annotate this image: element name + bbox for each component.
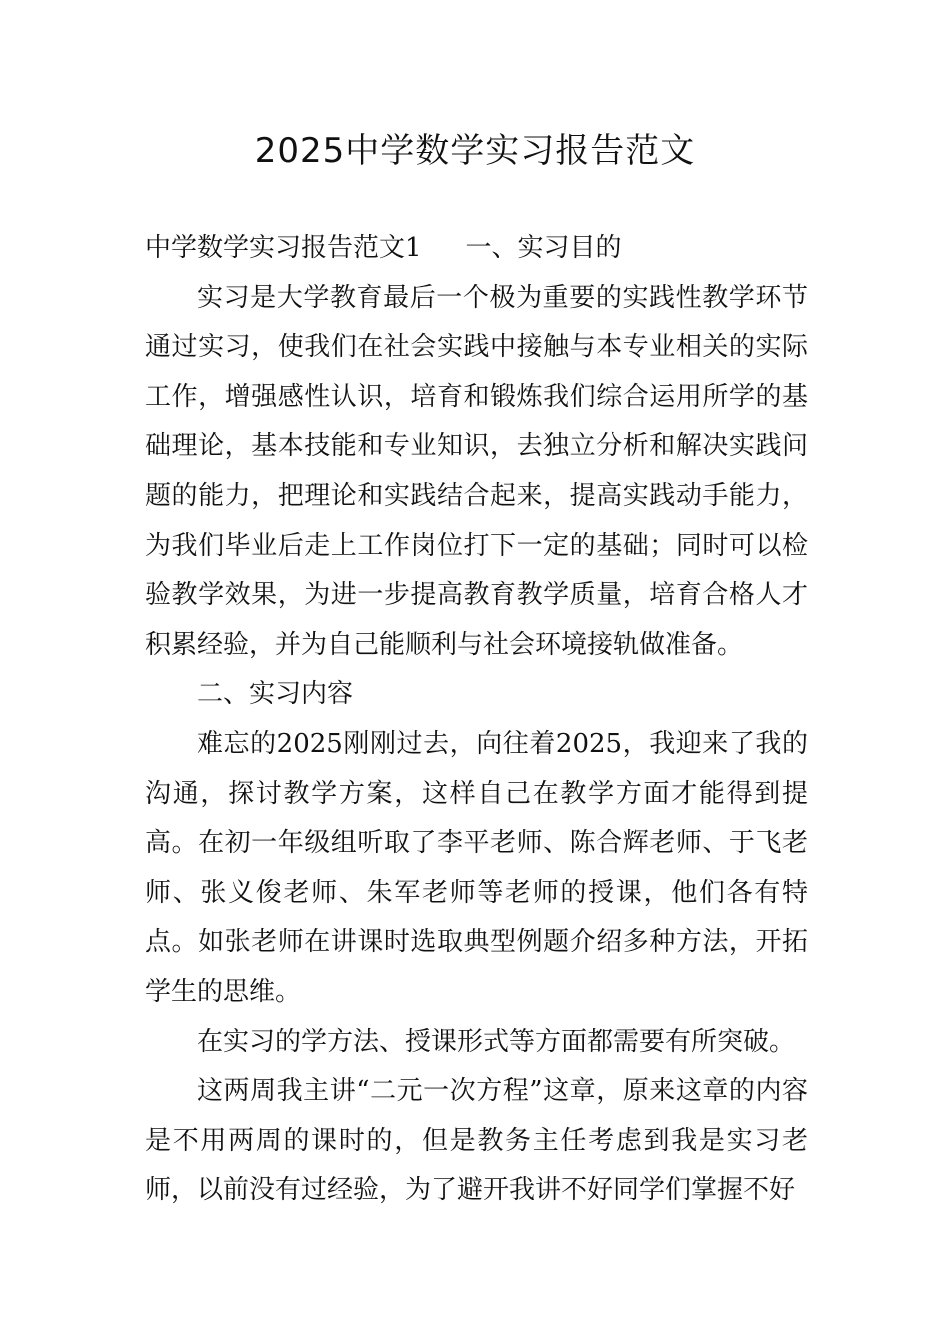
section-heading-purpose: 一、实习目的 [465, 233, 622, 263]
report-label: 中学数学实习报告范文1 [145, 233, 422, 263]
paragraph-teaching: 这两周我主讲“二元一次方程”这章，原来这章的内容是不用两周的课时的，但是教务主任考虑到我是实习老师，以前没有过经验，为了避开我讲不好同学们掌握不好 [145, 1076, 808, 1206]
document-title: 2025中学数学实习报告范文 [254, 131, 696, 171]
section-heading-content: 二、实习内容 [197, 679, 354, 710]
paragraph-content: 难忘的2025刚刚过去，向往着2025，我迎来了我的沟通，探讨教学方案，这样自己在教学方面才能得到提高。在初一年级组听取了李平老师、陈合辉老师、于飞老师、张义俊老师、朱军老师等老师的授课，他们各有特点。如张老师在讲课时选取典型例题介绍多种方法，开拓学生的思维。 [145, 728, 808, 1007]
paragraph-purpose: 实习是大学教育最后一个极为重要的实践性教学环节通过实习，使我们在社会实践中接触与本专业相关的实际工作，增强感性认识，培育和锻炼我们综合运用所学的基础理论，基本技能和专业知识，去独立分析和解决实践问题的能力，把理论和实践结合起来，提高实践动手能力，为我们毕业后走上工作岗位打下一定的基础；同时可以检验教学效果，为进一步提高教育教学质量，培育合格人才积累经验，并为自己能顺利与社会环境接轨做准备。 [145, 282, 808, 660]
first-line [145, 224, 808, 274]
document-body [145, 224, 808, 1216]
paragraph-methods: 在实习的学方法、授课形式等方面都需要有所突破。 [197, 1026, 796, 1057]
